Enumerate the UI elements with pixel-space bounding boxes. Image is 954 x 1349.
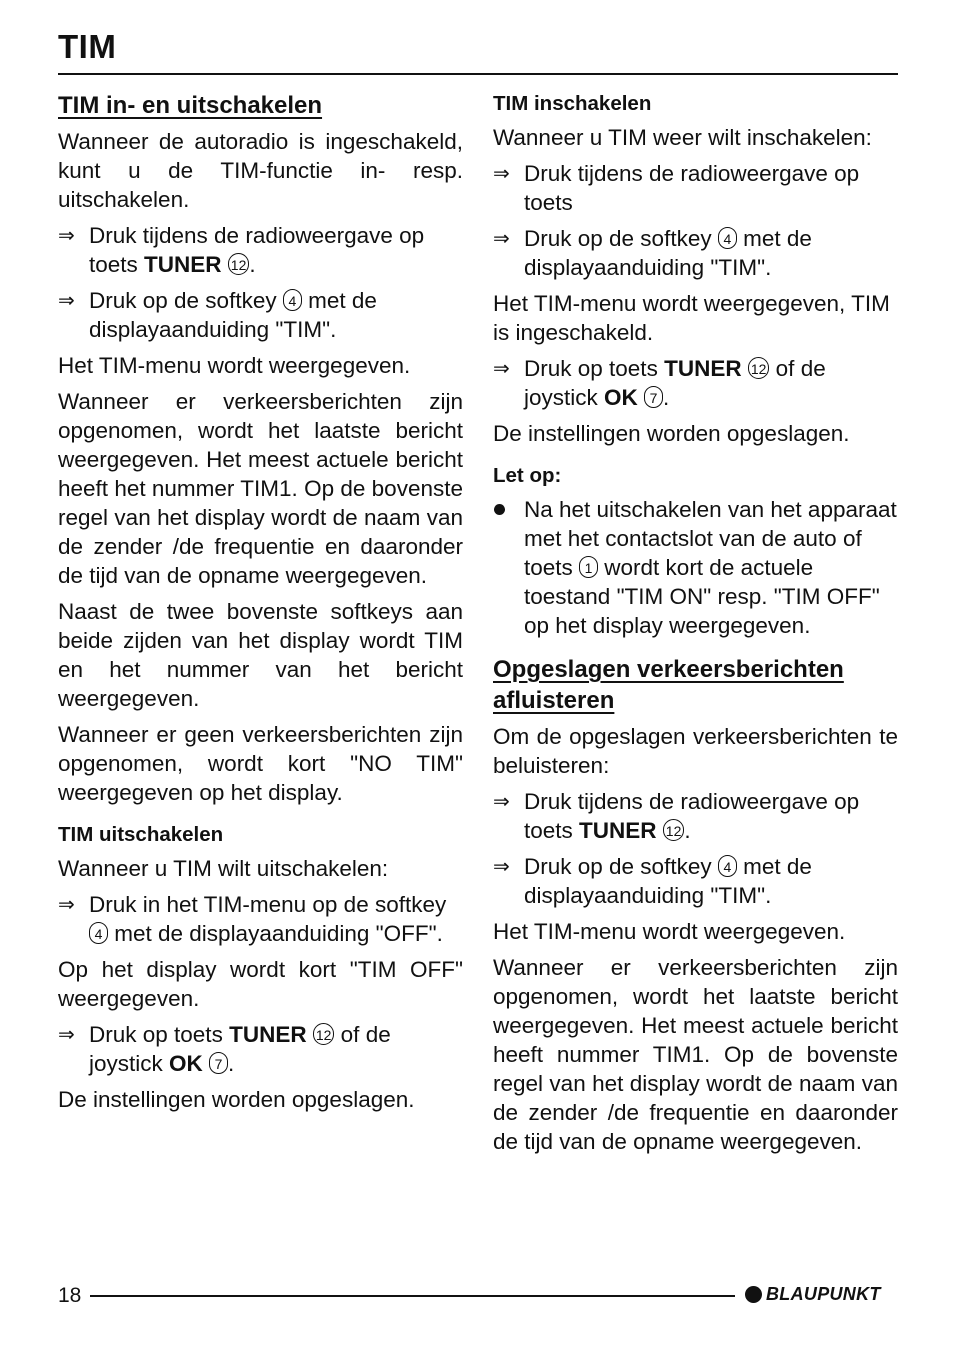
arrow-right-icon: ⇒ <box>58 290 75 312</box>
arrow-right-icon: ⇒ <box>493 358 510 380</box>
page-number: 18 <box>58 1284 82 1307</box>
step-text: Druk op de softkey <box>524 226 718 251</box>
step-text: Druk tijdens de radioweergave op toets <box>524 789 860 843</box>
key-label: OK <box>169 1051 203 1076</box>
brand-name: BLAUPUNKT <box>766 1284 881 1304</box>
instruction-step: ⇒ Druk tijdens de radioweergave op toets TUNER 12 . <box>493 789 860 843</box>
instruction-step <box>493 224 898 282</box>
key-label: TUNER <box>579 818 657 843</box>
note-heading: Let op: <box>493 464 562 487</box>
step-text: Druk tijdens de radioweergave op toets <box>524 161 860 215</box>
arrow-right-icon: ⇒ <box>493 228 510 250</box>
key-number-badge: 12 <box>228 253 250 275</box>
right-column <box>493 90 898 1163</box>
step-text: Druk op de softkey <box>524 854 718 879</box>
title-divider <box>58 73 898 75</box>
step-text: Druk in het TIM-menu op de softkey <box>89 892 447 917</box>
step-text: of de joystick <box>89 1022 391 1076</box>
section-heading-tim-in-uit: TIM in- en uitschakelen <box>58 92 323 119</box>
step-text: met de displayaanduiding "TIM". <box>89 288 377 342</box>
paragraph: Het TIM-menu wordt weergegeven. <box>58 353 411 378</box>
step-text: Druk tijdens de radioweergave op toets <box>89 223 425 277</box>
instruction-step: ⇒ Druk op toets TUNER 12 of de joystick OK 7 . <box>493 356 826 410</box>
key-label: OK <box>604 385 638 410</box>
footer-divider <box>90 1295 735 1297</box>
paragraph: Het TIM-menu wordt weergegeven, TIM is ingeschakeld. <box>493 291 890 345</box>
arrow-right-icon: ⇒ <box>493 791 510 813</box>
paragraph: De instellingen worden opgeslagen. <box>493 421 850 446</box>
key-number-badge: 12 <box>748 357 770 379</box>
paragraph: Wanneer u TIM weer wilt inschakelen: <box>493 125 872 150</box>
paragraph: Wanneer er verkeersberichten zijn opgenomen, wordt het laatste bericht weergegeven. Het meest actuele bericht heeft het nummer TIM1. Op de bovenste regel van het display wordt de naam van de zender /de frequentie en daaronder de tijd van de opname weergegeven. <box>58 389 463 588</box>
section-heading-tim-uit: TIM uitschakelen <box>58 823 224 846</box>
arrow-right-icon: ⇒ <box>58 1024 75 1046</box>
arrow-right-icon: ⇒ <box>493 163 510 185</box>
instruction-step <box>58 890 463 948</box>
step-text: met de displayaanduiding "TIM". <box>524 226 812 280</box>
step-text: Druk op toets <box>89 1022 230 1047</box>
step-text: met de displayaanduiding "OFF". <box>108 921 443 946</box>
paragraph: Naast de twee bovenste softkeys aan beide zijden van het display wordt TIM en het nummer van het bericht weergegeven. <box>58 599 463 711</box>
arrow-right-icon: ⇒ <box>58 225 75 247</box>
bullet-icon <box>494 504 505 515</box>
key-label: TUNER <box>144 252 222 277</box>
instruction-step <box>493 159 898 217</box>
arrow-right-icon: ⇒ <box>58 894 75 916</box>
instruction-step <box>493 852 898 910</box>
key-number-badge: 1 <box>579 556 598 578</box>
step-text: met de displayaanduiding "TIM". <box>524 854 812 908</box>
paragraph: De instellingen worden opgeslagen. <box>58 1087 415 1112</box>
instruction-step: ⇒ Druk tijdens de radioweergave op toets TUNER 12 . <box>58 223 425 277</box>
key-label: TUNER <box>664 356 742 381</box>
key-number-badge: 4 <box>718 855 737 877</box>
key-number-badge: 4 <box>718 227 737 249</box>
paragraph: Wanneer er verkeersberichten zijn opgenomen, wordt het laatste bericht weergegeven. Het meest actuele bericht heeft nummer TIM1. Op de bovenste regel van het display wordt de naam van de zender /de frequentie en daaronder de tijd van de opname weergegeven. <box>493 955 898 1154</box>
paragraph: Wanneer de autoradio is ingeschakeld, kunt u de TIM-functie in- resp. uitschakelen. <box>58 129 463 212</box>
key-number-badge: 7 <box>209 1052 228 1074</box>
section-heading-tim-in: TIM inschakelen <box>493 92 652 115</box>
arrow-right-icon: ⇒ <box>493 856 510 878</box>
brand-logo <box>745 1284 881 1305</box>
key-number-badge: 4 <box>89 922 108 944</box>
key-number-badge: 4 <box>283 289 302 311</box>
step-text: Druk op toets <box>524 356 665 381</box>
brand-dot-icon <box>745 1286 762 1303</box>
note-text: Na het uitschakelen van het apparaat met het contactslot van de auto of toets <box>524 497 897 580</box>
instruction-step <box>58 286 463 344</box>
note-bullet-item <box>493 495 898 640</box>
key-number-badge: 12 <box>313 1023 335 1045</box>
key-number-badge: 7 <box>644 386 663 408</box>
key-number-badge: 12 <box>663 819 685 841</box>
paragraph: Op het display wordt kort "TIM OFF" weergegeven. <box>58 957 463 1011</box>
step-text: of de joystick <box>524 356 826 410</box>
note-text: wordt kort de actuele toestand "TIM ON" resp. "TIM OFF" op het display weergegeven. <box>524 555 880 638</box>
paragraph: Om de opgeslagen verkeersberichten te beluisteren: <box>493 724 898 778</box>
page-title: TIM <box>58 28 117 65</box>
key-label: TUNER <box>229 1022 307 1047</box>
left-column <box>58 90 463 1121</box>
instruction-step: ⇒ Druk op toets TUNER 12 of de joystick OK 7 . <box>58 1022 391 1076</box>
paragraph: Het TIM-menu wordt weergegeven. <box>493 919 846 944</box>
paragraph: Wanneer u TIM wilt uitschakelen: <box>58 856 389 881</box>
step-text: Druk op de softkey <box>89 288 283 313</box>
section-heading-afluisteren: Opgeslagen verkeersberichten afluisteren <box>493 656 844 714</box>
paragraph: Wanneer er geen verkeersberichten zijn opgenomen, wordt kort "NO TIM" weergegeven op het display. <box>58 722 463 805</box>
